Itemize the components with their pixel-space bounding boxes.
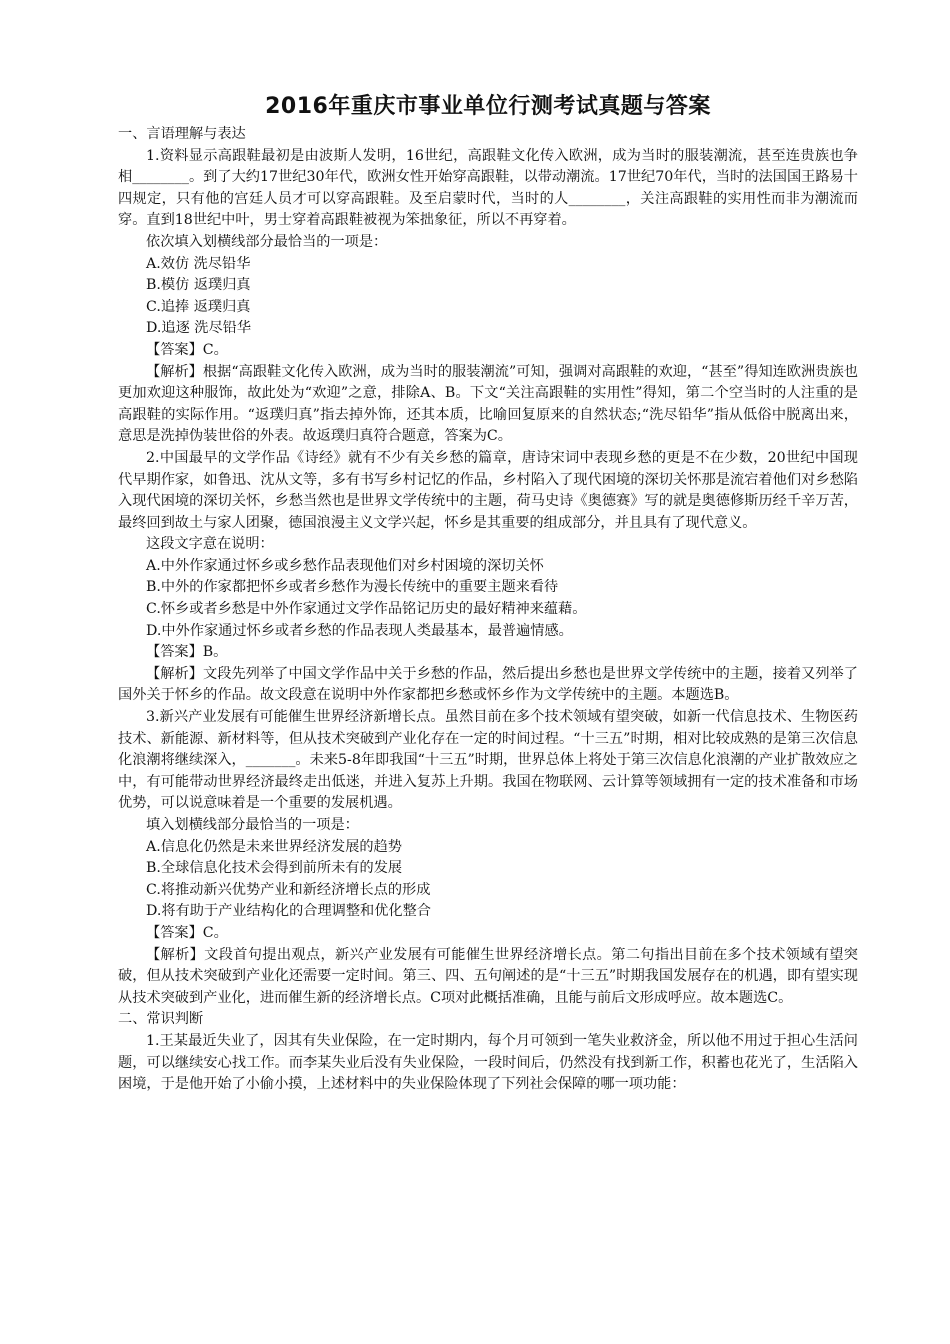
- q2-stem: 2.中国最早的文学作品《诗经》就有不少有关乡愁的篇章，唐诗宋词中表现乡愁的更是不在少数，20世纪中国现代早期作家，如鲁迅、沈从文等，多有书写乡村记忆的作品，乡村陷入了现代困境的深切关怀那是流宕着他们对乡愁陷入现代困境的深切关怀，乡愁当然也是世界文学传统中的主题，荷马史诗《奥德赛》写的就是奥德修斯历经千辛万苦，最终回到故土与家人团聚，德国浪漫主义文学兴起，怀乡是其重要的组成部分，并且具有了现代意义。: [118, 449, 858, 531]
- q2-answer: 【答案】B。: [146, 644, 228, 661]
- q3-analysis: 【解析】文段首句提出观点，新兴产业发展有可能催生世界经济增长点。第二句指出目前在多个技术领域有望突破，但从技术突破到产业化还需要一定时间。第三、四、五句阐述的是“十三五”时期我国发展存在的机遇，即有望实现从技术突破到产业化，进而催生新的经济增长点。C项对此概括准确，且能与前后文形成呼应。故本题选C。: [118, 946, 858, 1006]
- q3-answer: 【答案】C。: [146, 924, 228, 941]
- q3-option-c: C.将推动新兴优势产业和新经济增长点的形成: [146, 881, 431, 898]
- q3-prompt: 填入划横线部分最恰当的一项是：: [146, 817, 359, 833]
- q2-prompt: 这段文字意在说明：: [146, 536, 274, 553]
- q2-analysis: 【解析】文段先列举了中国文学作品中关于乡愁的作品，然后提出乡愁也是世界文学传统中的主题，接着又列举了国外关于怀乡的作品。故文段意在说明中外作家都把乡愁或怀乡作为文学传统中的主题。本题选B。: [118, 665, 858, 704]
- q1-prompt: 依次填入划横线部分最恰当的一项是：: [146, 233, 388, 250]
- section-heading-common-sense: 二、常识判断: [118, 1011, 204, 1028]
- q3-option-b: B.全球信息化技术会得到前所未有的发展: [146, 860, 403, 877]
- q1-analysis: 【解析】根据“高跟鞋文化传入欧洲，成为当时的服装潮流”可知，强调对高跟鞋的欢迎，“甚至”得知连欧洲贵族也更加欢迎这种服饰，故此处为“欢迎”之意，排除A、B。下文“关注高跟鞋的实用性”得知，第二个空当时的人注重的是高跟鞋的实际作用。“返璞归真”指去掉外饰，还其本质，比喻回复原来的自然状态;“洗尽铅华”指从低俗中脱离出来，意思是洗掉伪装世俗的外表。故返璞归真符合题意，答案为C。: [118, 363, 858, 445]
- q3-option-a: A.信息化仍然是未来世界经济发展的趋势: [146, 838, 402, 855]
- document-title: 2016年重庆市事业单位行测考试真题与答案: [265, 94, 711, 119]
- q3-option-d: D.将有助于产业结构化的合理调整和优化整合: [146, 903, 431, 920]
- q2-option-c: C.怀乡或者乡愁是中外作家通过文学作品铭记历史的最好精神来蕴藉。: [146, 601, 587, 618]
- q1-option-d: D.追逐 洗尽铅华: [146, 320, 252, 337]
- q1-option-a: A.效仿 洗尽铅华: [146, 255, 251, 272]
- q2-option-d: D.中外作家通过怀乡或者乡愁的作品表现人类最基本，最普遍情感。: [146, 622, 573, 639]
- q2-option-a: A.中外作家通过怀乡或乡愁作品表现他们对乡村困境的深切关怀: [146, 557, 544, 574]
- q4-stem: 1.王某最近失业了，因其有失业保险，在一定时期内，每个月可领到一笔失业救济金，所以他不用过于担心生活问题，可以继续安心找工作。而李某失业后没有失业保险，一段时间后，仍然没有找到新工作，积蓄也花光了，生活陷入困境，于是他开始了小偷小摸，上述材料中的失业保险体现了下列社会保障的哪一项功能：: [118, 1032, 858, 1093]
- q1-answer: 【答案】C。: [146, 341, 228, 358]
- section-heading-verbal: 一、言语理解与表达: [118, 126, 246, 142]
- document-page: [118, 92, 858, 1096]
- q1-stem: 1.资料显示高跟鞋最初是由波斯人发明，16世纪，高跟鞋文化传入欧洲，成为当时的服装潮流，甚至连贵族也争相________。到了大约17世纪30年代，欧洲女性开始穿高跟鞋，以带动潮流。17世纪70年代，当时的法国国王路易十四规定，只有他的宫廷人员才可以穿高跟鞋。及至启蒙时代，当时的人________，关注高跟鞋的实用性而非为潮流而穿。直到18世纪中叶，男士穿着高跟鞋被视为笨拙象征，所以不再穿着。: [118, 147, 858, 229]
- q1-option-c: C.追捧 返璞归真: [146, 298, 251, 315]
- q2-option-b: B.中外的作家都把怀乡或者乡愁作为漫长传统中的重要主题来看待: [146, 579, 559, 596]
- q1-option-b: B.模仿 返璞归真: [146, 277, 251, 294]
- q3-stem: 3.新兴产业发展有可能催生世界经济新增长点。虽然目前在多个技术领域有望突破，如新一代信息技术、生物医药技术、新能源、新材料等，但从技术突破到产业化存在一定的时间过程。“十三五”时期，相对比较成熟的是第三次信息化浪潮将继续深入，_______。未来5-8年即我国“十三五”时期，世界总体上将处于第三次信息化浪潮的产业扩散效应之中，有可能带动世界经济最终走出低迷，并进入复苏上升期。我国在物联网、云计算等领域拥有一定的技术准备和市场优势，可以说意味着是一个重要的发展机遇。: [118, 709, 858, 812]
